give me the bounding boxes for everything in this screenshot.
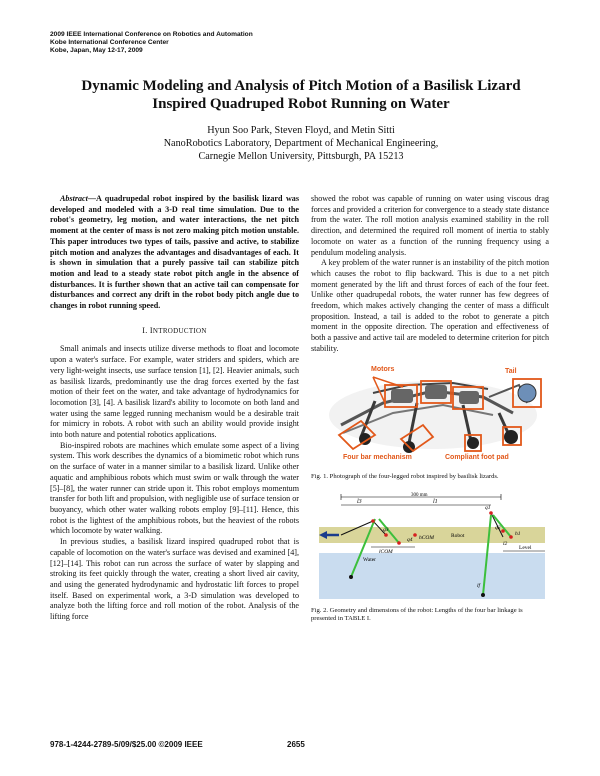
label-motors: Motors <box>371 365 395 373</box>
title-line-2: Inspired Quadruped Robot Running on Water <box>152 96 450 112</box>
label-lcom: lCOM <box>379 548 393 555</box>
footer-isbn: 978-1-4244-2789-5/09/$25.00 ©2009 IEEE <box>50 740 203 749</box>
figure-2-caption: Fig. 2. Geometry and dimensions of the robot: Lengths of the four bar linkage is presented in TABLE I. <box>311 606 523 623</box>
label-lf: lf <box>477 582 481 589</box>
right-column <box>311 194 549 624</box>
affiliation-line-1: NanoRobotics Laboratory, Department of Mechanical Engineering, <box>163 138 439 149</box>
label-tail: Tail <box>505 367 517 375</box>
dim-l3: l3 <box>357 498 362 505</box>
dim-300mm: 300 mm <box>411 492 428 498</box>
intro-paragraph-2: Bio-inspired robots are machines which emulate some aspect of a living system. This work describes the dynamics of a biomimetic robot which runs on the surface of water in a manner similar to a basilisk lizard. Unlike other aquatic and amphibious robots which must swim or walk through the water [5]–[8], the water runner can stride upon it. This robot employs momentum transfer for both lift and propulsion, with negligible use of surface tension or buoyancy, which other water walking robots employ [9]–[11]. Hence, this robot is the lightest of the amphibious robots, but the heaviest of the robots which locomote by water walking. <box>50 440 299 536</box>
section-title-rest: NTRODUCTION <box>152 326 207 335</box>
conference-venue: Kobe International Conference Center <box>50 39 169 46</box>
intro-paragraph-3: In previous studies, a basilisk lizard inspired quadruped robot that is capable of locomotion on the water's surface was devised and examined [4], [12]–[14]. This robot can run across the surface of water by slapping and stroking its feet quickly through the water, creating a short lived air cavity, and using the generated hydrodynamic and hydrostatic lift forces to propel itself. Based on experimental work, a 3-D simulation was developed to analyze both the lifting force and roll motion of the robot. Analysis of the lifting force <box>50 537 299 622</box>
section-heading-introduction <box>50 326 299 337</box>
label-q1: q1 <box>485 504 491 511</box>
abstract-text: A quadrupedal robot inspired by the basilisk lizard was developed and modeled with a 3-D real time simulation. Due to the robot's geometry, leg motion, and water interactions, the net pitch moment at the center of mass is not zero making pitch motion unstable. This paper introduces two types of tails, passive and active, to stabilize pitch motion and analyzes the advantages and disadvantages of each. It is shown in simulation that a purely passive tail can stabilize pitch motion and lead to a steady state robot pitch angle in the absence of disturbances. It is further shown that an active tail can compensate for disturbances and correct any drift in the robot body pitch angle due to changes in robot running speed. <box>50 194 299 311</box>
section-number: I. <box>142 325 150 335</box>
label-h1: h1 <box>515 530 521 537</box>
page-number: 2655 <box>287 740 305 749</box>
label-q3: q3 <box>383 526 389 533</box>
conference-header <box>50 31 253 55</box>
abstract <box>50 194 299 312</box>
figure-1-caption: Fig. 1. Photograph of the four-legged robot inspired by basilisk lizards. <box>311 472 499 480</box>
conference-dates: Kobe, Japan, May 12-17, 2009 <box>50 47 143 54</box>
abstract-label: Abstract <box>60 194 88 203</box>
label-q4: q4 <box>407 536 413 543</box>
author-names: Hyun Soo Park, Steven Floyd, and Metin Sitti <box>207 125 395 136</box>
title-line-1: Dynamic Modeling and Analysis of Pitch Motion of a Basilisk Lizard <box>81 78 521 94</box>
label-water: Water <box>363 556 376 563</box>
dim-l1: l1 <box>433 498 438 505</box>
geometry-diagram <box>311 491 549 601</box>
label-l2: l2 <box>503 540 508 547</box>
left-column <box>50 194 299 623</box>
section-initial: I <box>149 325 153 335</box>
affiliation-line-2: Carnegie Mellon University, Pittsburgh, PA 15213 <box>198 151 404 162</box>
figure-1-robot-photo <box>313 363 549 465</box>
label-q2: q2 <box>495 524 501 531</box>
label-compliant-foot-pad: Compliant foot pad <box>445 453 509 461</box>
intro-paragraph-1: Small animals and insects utilize diverse methods to float and locomote upon a water's surface. For example, water striders and spiders, which are very light-weight insects, use surface tension [1], [2]. Heavier animals, such as basilisk lizards, predominantly use the drag forces exerted by the fast motion of their feet on the water, and take advantage of hydrodynamics for locomotion [3], [4]. A basilisk lizard's ability to locomote on both land and water using the same legged running mechanism would be a desirable trait for mimicry in robots. A robot with such an ability would provide insight into both nature and potential robotics applications. <box>50 344 299 440</box>
figure-2-geometry-diagram <box>311 491 549 601</box>
label-four-bar-mechanism: Four bar mechanism <box>343 453 412 461</box>
abstract-dash: — <box>87 194 96 203</box>
author-block <box>40 124 562 163</box>
conference-name: 2009 IEEE International Conference on Robotics and Automation <box>50 31 253 38</box>
label-level: Level <box>519 544 532 551</box>
label-robot: Robot <box>451 532 465 539</box>
paper-title <box>40 77 562 113</box>
label-hcom: hCOM <box>419 534 434 541</box>
right-paragraph-1: showed the robot was capable of running on water using viscous drag forces and provided a criterion for convergence to a steady state distance from the water. The roll motion analysis examined stability in the roll direction, and determined the required roll moment of inertia to stably locomote on water as a function of the running frequency using a pendulum modeling analysis. <box>311 194 549 257</box>
robot-photo-illustration <box>313 363 549 465</box>
right-paragraph-2: A key problem of the water runner is an instability of the pitch motion which causes the robot to flip backward. This is due to a net pitch moment generated by the lift and thrust forces of each of the four feet. Unlike other quadrupedal robots, the water runner has few degrees of freedom, which makes actively changing the center of mass a difficult proposition. Instead, a tail is added to the robot to generate a pitch moment in the opposite direction. The operation and effectiveness of both a passive and active tail are modeled to determine criterion for pitch stability. <box>311 258 549 353</box>
